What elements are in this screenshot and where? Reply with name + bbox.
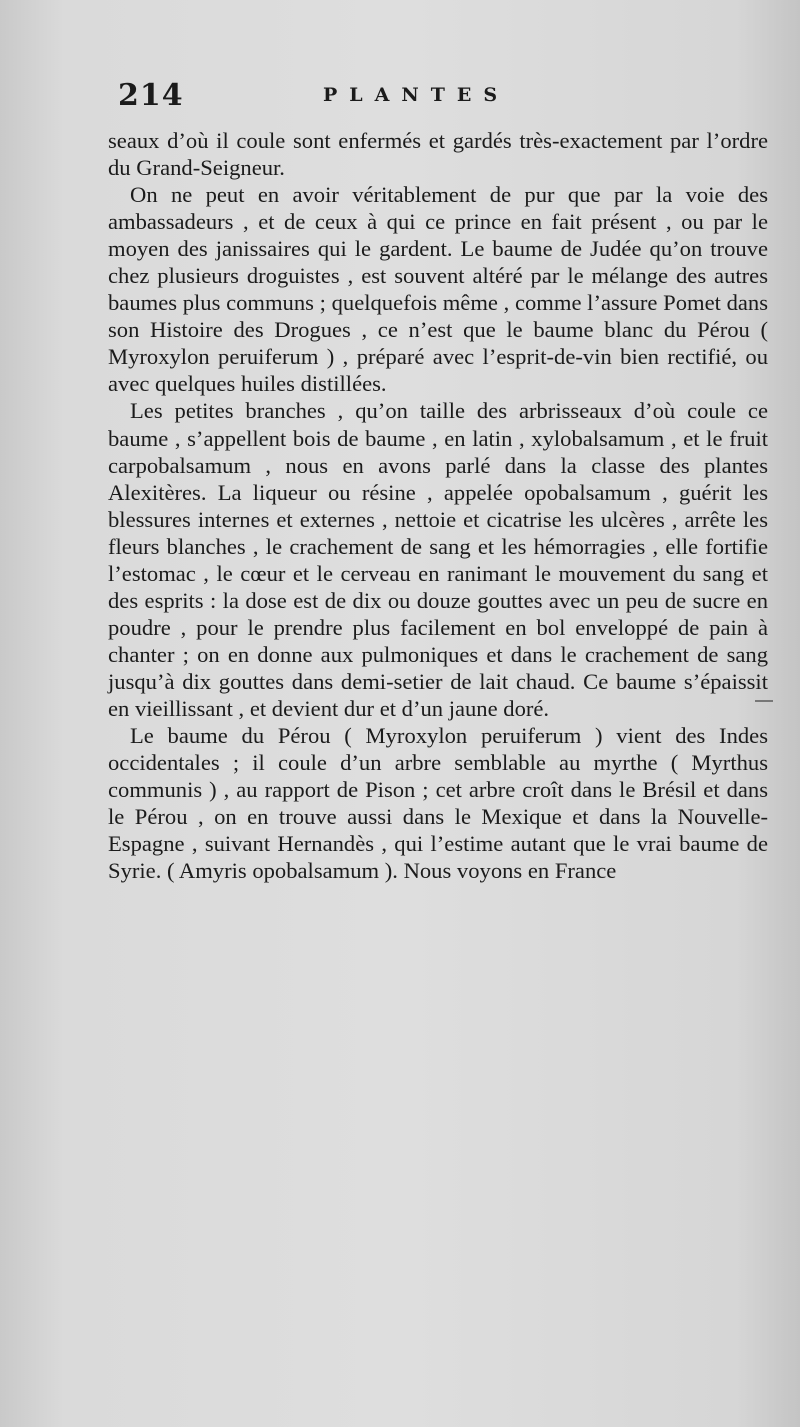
- paragraph: seaux d’où il coule sont enfermés et gardés très-exactement par l’ordre du Grand-Seigneur.: [108, 128, 768, 181]
- paragraph: On ne peut en avoir véritablement de pur que par la voie des ambassadeurs , et de ceux à qui ce prince en fait présent , ou par le moyen des janissaires qui le gardent. Le baume de Judée qu’on trouve chez plusieurs droguistes , est souvent altéré par le mélange des autres baumes plus communs ; quelquefois même , comme l’assure Pomet dans son Histoire des Drogues , ce n’est que le baume blanc du Pérou ( Myroxylon peruiferum ) , préparé avec l’esprit-de-vin bien rectifié, ou avec quelques huiles distillées.: [108, 182, 768, 397]
- body-text: [108, 127, 768, 884]
- page-number: 214: [118, 78, 184, 113]
- margin-mark: [755, 700, 773, 702]
- running-head: PLANTES: [323, 84, 510, 106]
- paragraph: Les petites branches , qu’on taille des arbrisseaux d’où coule ce baume , s’appellent bois de baume , en latin , xylobalsamum , et le fruit carpobalsamum , nous en avons parlé dans la classe des plantes Alexitères. La liqueur ou résine , appelée opobalsamum , guérit les blessures internes et externes , nettoie et cicatrise les ulcères , arrête les fleurs blanches , le crachement de sang et les hémorragies , elle fortifie l’estomac , le cœur et le cerveau en ranimant le mouvement du sang et des esprits : la dose est de dix ou douze gouttes avec un peu de sucre en poudre , pour le prendre plus facilement en bol enveloppé de pain à chanter ; on en donne aux pulmoniques et dans le crachement de sang jusqu’à dix gouttes dans demi-setier de lait chaud. Ce baume s’épaissit en vieillissant , et devient dur et d’un jaune doré.: [108, 398, 768, 721]
- page-header: [118, 78, 678, 118]
- paragraph: Le baume du Pérou ( Myroxylon peruiferum ) vient des Indes occidentales ; il coule d’un arbre semblable au myrthe ( Myrthus communis ) , au rapport de Pison ; cet arbre croît dans le Brésil et dans le Pérou , on en trouve aussi dans le Mexique et dans la Nouvelle-Espagne , suivant Hernandès , qui l’estime autant que le vrai baume de Syrie. ( Amyris opobalsamum ). Nous voyons en France: [108, 723, 768, 884]
